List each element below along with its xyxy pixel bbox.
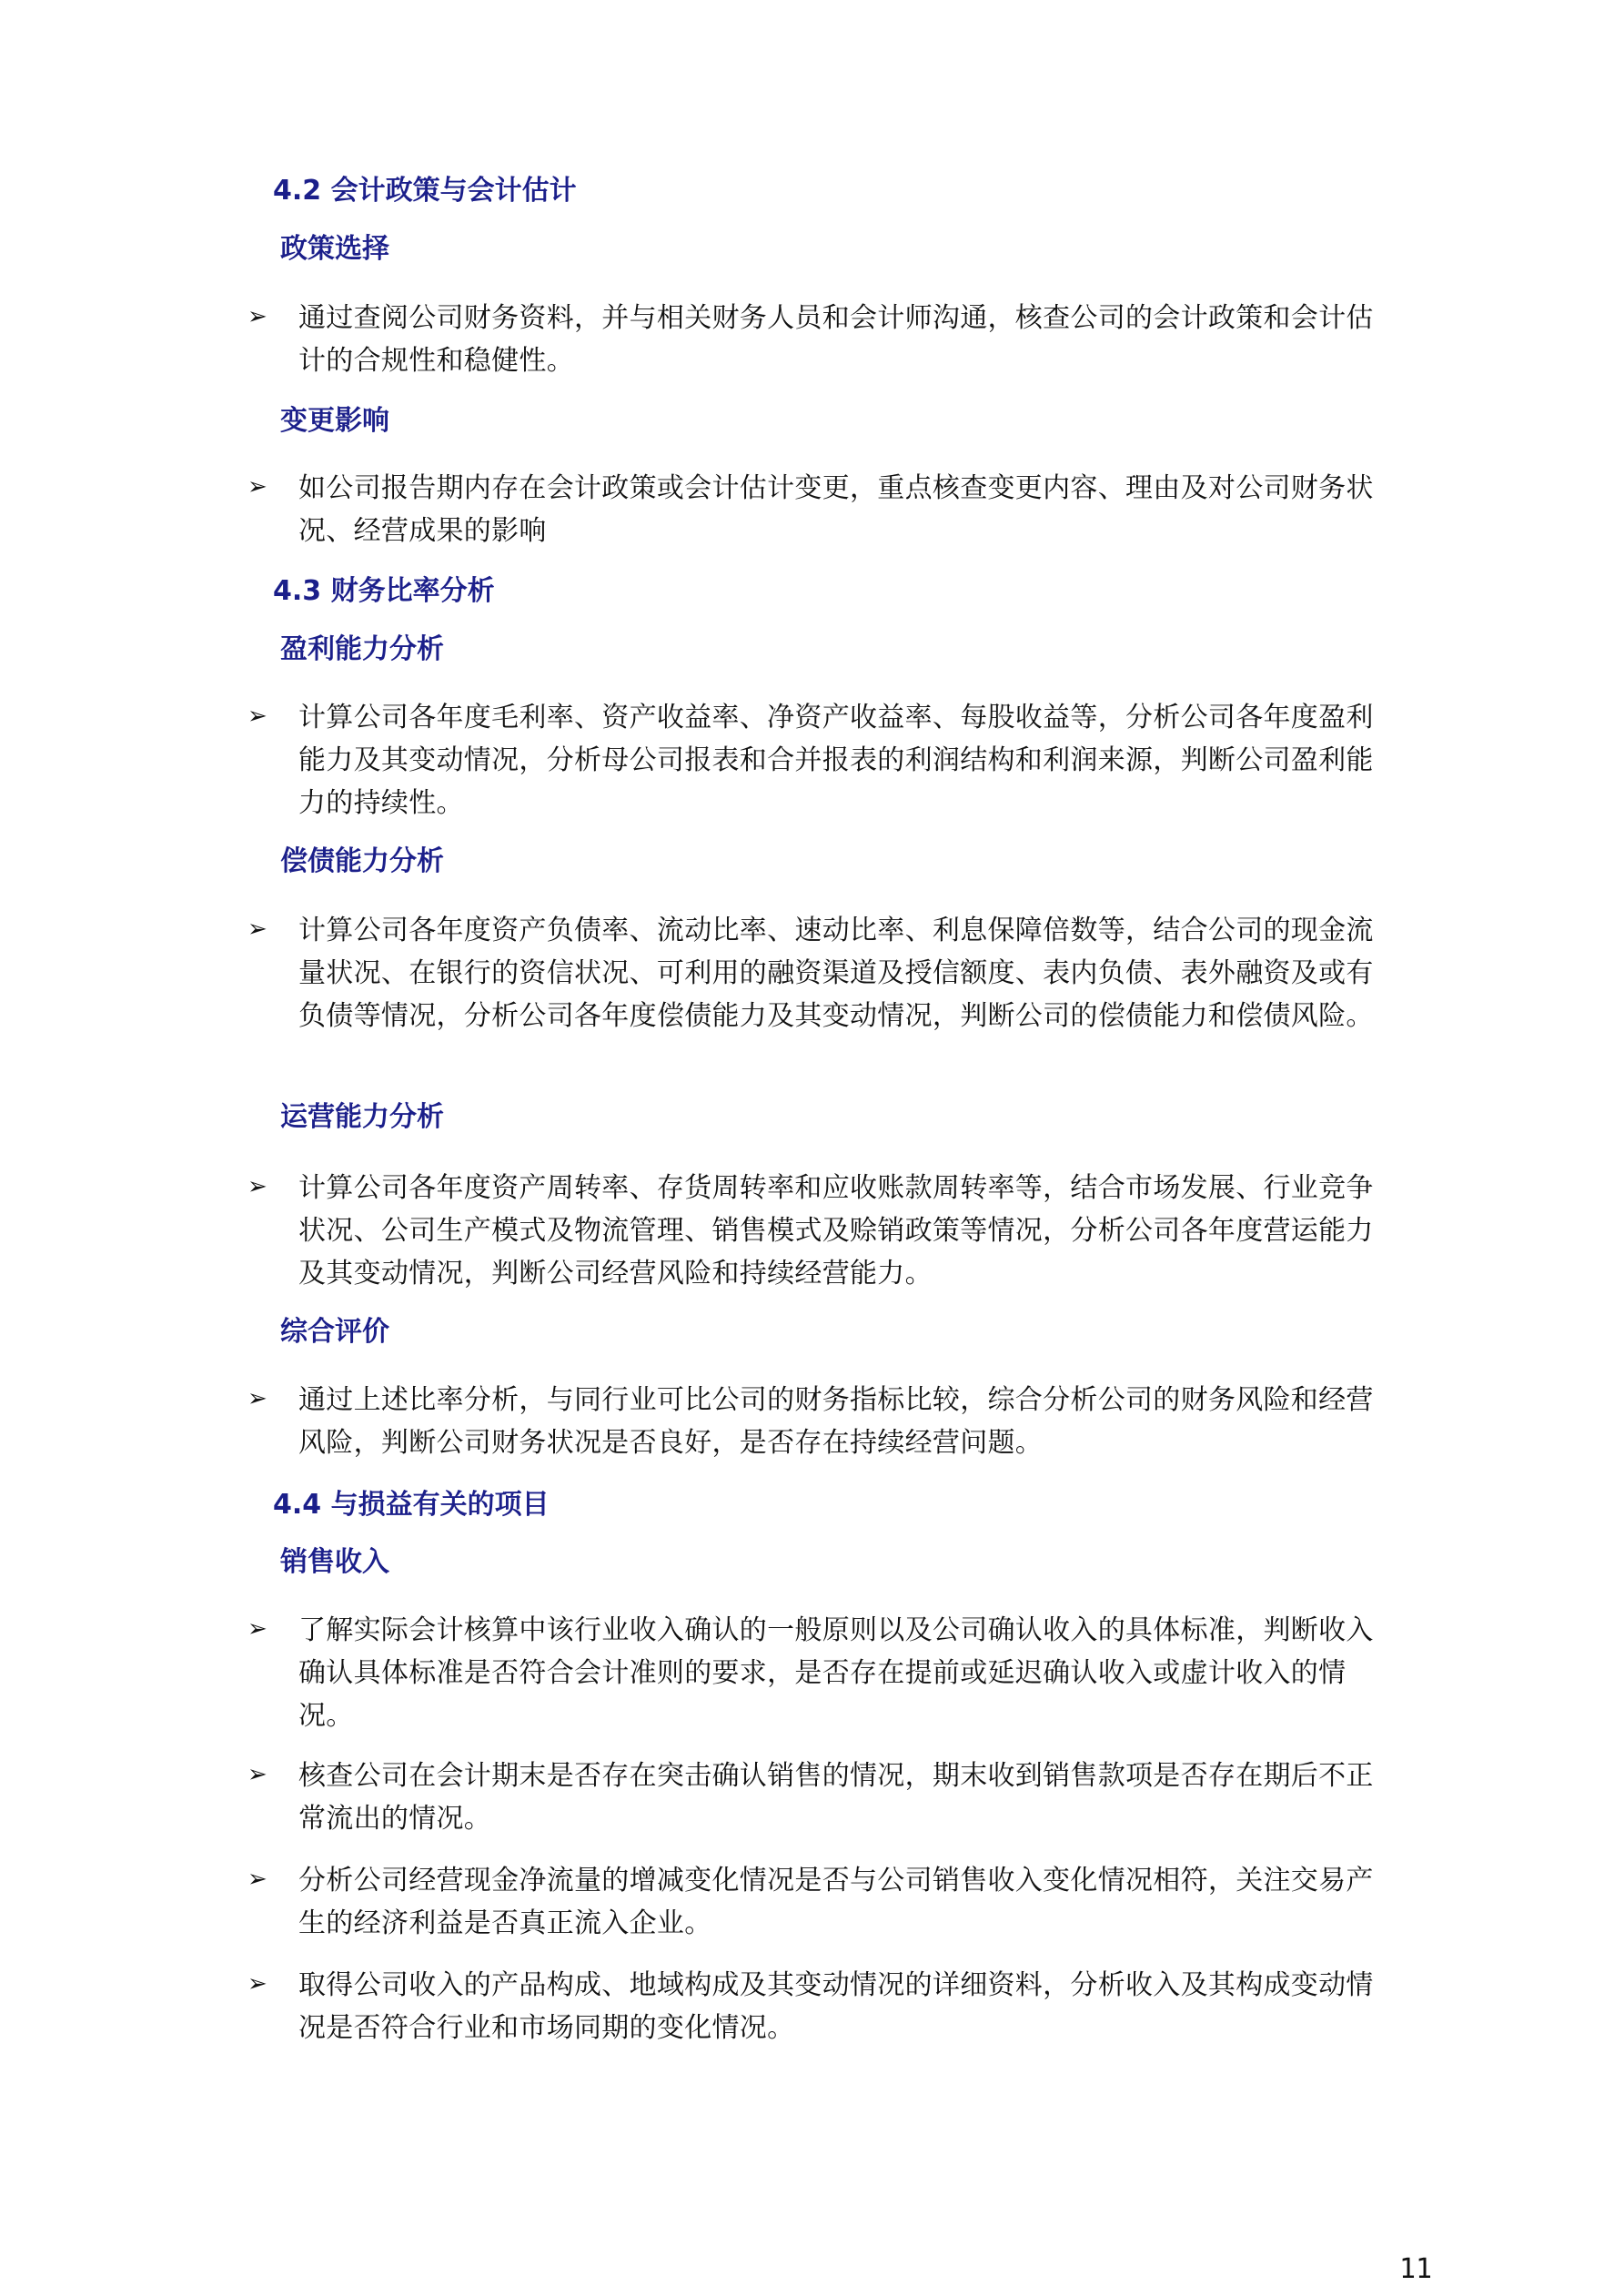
paragraph: 计算公司各年度毛利率、资产收益率、净资产收益率、每股收益等，分析公司各年度盈利能力及其变动情况，分析母公司报表和合并报表的利润结构和利润来源，判断公司盈利能力的持续性。 <box>298 702 1374 819</box>
subheading-solvency: 偿债能力分析 <box>280 845 444 877</box>
arrow-bullet-icon: ➢ <box>247 1615 267 1643</box>
paragraph: 计算公司各年度资产周转率、存货周转率和应收账款周转率等，结合市场发展、行业竞争状况、公司生产模式及物流管理、销售模式及赊销政策等情况，分析公司各年度营运能力及其变动情况，判断公司经营风险和持续经营能力。 <box>298 1172 1374 1290</box>
section-heading-4-2: 4.2 会计政策与会计估计 <box>273 175 577 207</box>
page-number: 11 <box>1399 2253 1433 2285</box>
paragraph: 通过上述比率分析，与同行业可比公司的财务指标比较，综合分析公司的财务风险和经营风险，判断公司财务状况是否良好，是否存在持续经营问题。 <box>298 1384 1374 1459</box>
arrow-bullet-icon: ➢ <box>247 1866 267 1893</box>
paragraph: 核查公司在会计期末是否存在突击确认销售的情况，期末收到销售款项是否存在期后不正常流出的情况。 <box>298 1760 1374 1835</box>
subheading-policy-selection: 政策选择 <box>280 233 389 265</box>
paragraph: 分析公司经营现金净流量的增减变化情况是否与公司销售收入变化情况相符，关注交易产生的经济利益是否真正流入企业。 <box>298 1865 1374 1939</box>
subheading-overall-evaluation: 综合评价 <box>280 1316 389 1348</box>
arrow-bullet-icon: ➢ <box>247 1173 267 1200</box>
arrow-bullet-icon: ➢ <box>247 703 267 730</box>
arrow-bullet-icon: ➢ <box>247 915 267 943</box>
arrow-bullet-icon: ➢ <box>247 1970 267 1998</box>
paragraph: 通过查阅公司财务资料，并与相关财务人员和会计师沟通，核查公司的会计政策和会计估计的合规性和稳健性。 <box>298 302 1374 377</box>
paragraph: 如公司报告期内存在会计政策或会计估计变更，重点核查变更内容、理由及对公司财务状况、经营成果的影响 <box>298 472 1374 547</box>
arrow-bullet-icon: ➢ <box>247 303 267 330</box>
subheading-profitability: 盈利能力分析 <box>280 633 444 665</box>
arrow-bullet-icon: ➢ <box>247 473 267 501</box>
arrow-bullet-icon: ➢ <box>247 1385 267 1412</box>
arrow-bullet-icon: ➢ <box>247 1761 267 1788</box>
paragraph: 取得公司收入的产品构成、地域构成及其变动情况的详细资料，分析收入及其构成变动情况是否符合行业和市场同期的变化情况。 <box>298 1969 1374 2044</box>
section-heading-4-4: 4.4 与损益有关的项目 <box>273 1489 550 1521</box>
paragraph: 了解实际会计核算中该行业收入确认的一般原则以及公司确认收入的具体标准，判断收入确认具体标准是否符合会计准则的要求，是否存在提前或延迟确认收入或虚计收入的情况。 <box>298 1614 1374 1732</box>
subheading-sales-revenue: 销售收入 <box>280 1546 389 1578</box>
subheading-change-impact: 变更影响 <box>280 405 389 437</box>
paragraph: 计算公司各年度资产负债率、流动比率、速动比率、利息保障倍数等，结合公司的现金流量状况、在银行的资信状况、可利用的融资渠道及授信额度、表内负债、表外融资及或有负债等情况，分析公司各年度偿债能力及其变动情况，判断公司的偿债能力和偿债风险。 <box>298 915 1374 1032</box>
section-heading-4-3: 4.3 财务比率分析 <box>273 575 495 607</box>
subheading-operating-capacity: 运营能力分析 <box>280 1101 444 1133</box>
